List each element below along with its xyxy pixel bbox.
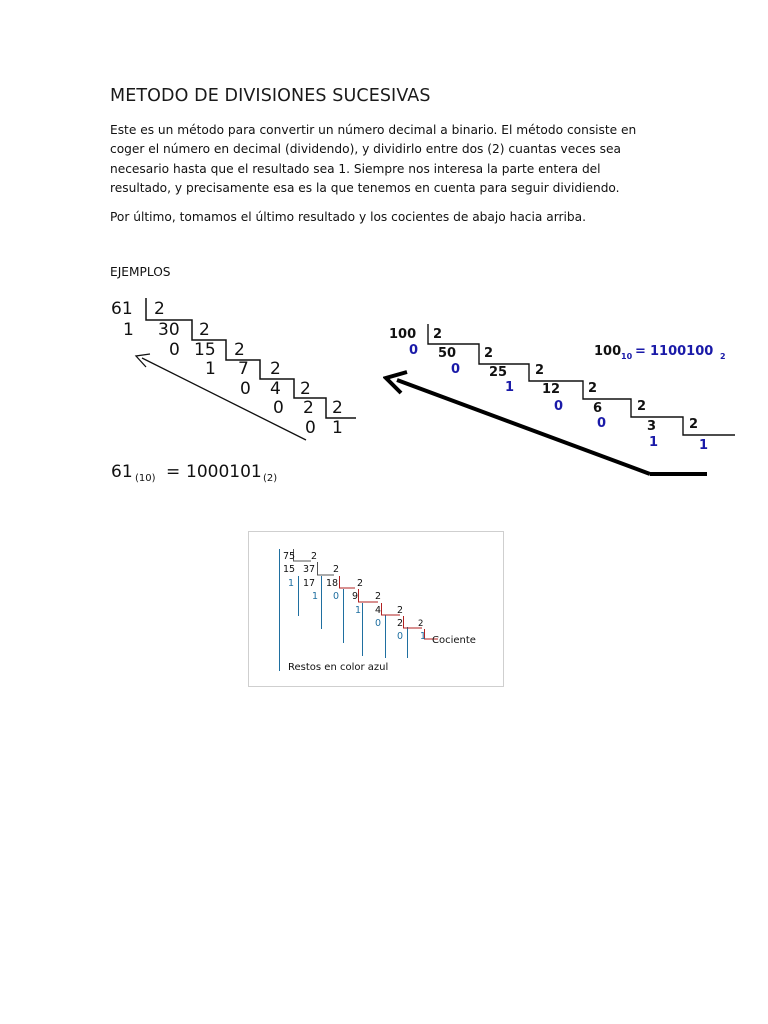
base2-subscript: (2) bbox=[263, 473, 278, 484]
remainder-4: 0 bbox=[240, 379, 251, 399]
quotient: 4 bbox=[375, 605, 382, 616]
quotient-1: 50 bbox=[438, 346, 457, 361]
base2-subscript: 2 bbox=[720, 352, 726, 361]
quotient-2: 15 bbox=[194, 340, 216, 360]
remainder-6: 1 bbox=[649, 435, 659, 450]
remainder-6: 0 bbox=[305, 418, 316, 438]
divisor: 2 bbox=[535, 363, 545, 378]
divisor: 2 bbox=[637, 399, 647, 414]
quotient-2: 25 bbox=[489, 365, 508, 380]
divisor: 2 bbox=[270, 359, 281, 379]
base10-subscript: 10 bbox=[621, 352, 633, 361]
quotient-5: 2 bbox=[303, 398, 314, 418]
divisor: 2 bbox=[311, 551, 318, 562]
dividend-number: 100 bbox=[389, 327, 417, 342]
divisor: 2 bbox=[332, 398, 343, 418]
remainder-1: 0 bbox=[409, 343, 419, 358]
quotient-6: 1 bbox=[332, 418, 343, 438]
example-figure-61 bbox=[108, 290, 358, 488]
quotient: 9 bbox=[352, 591, 359, 602]
quotient-1: 30 bbox=[158, 320, 180, 340]
remainder: 1 bbox=[288, 578, 295, 589]
remainder: 0 bbox=[333, 591, 340, 602]
remainder-3: 1 bbox=[205, 359, 216, 379]
conclusion-paragraph: Por último, tomamos el último resultado y los cocientes de abajo hacia arriba. bbox=[110, 210, 586, 224]
divisor: 2 bbox=[234, 340, 245, 360]
result-binary: 1100100 bbox=[650, 344, 714, 359]
quotient: 37 bbox=[303, 564, 316, 575]
remainder-3: 1 bbox=[505, 380, 515, 395]
remainder-2: 0 bbox=[451, 362, 461, 377]
divisor: 2 bbox=[357, 578, 364, 589]
quotient-4: 4 bbox=[270, 379, 281, 399]
page-title: METODO DE DIVISIONES SUCESIVAS bbox=[110, 86, 431, 106]
quotient-3: 12 bbox=[542, 382, 561, 397]
remainder-5: 0 bbox=[597, 416, 607, 431]
divisor: 2 bbox=[484, 346, 494, 361]
divisor: 2 bbox=[397, 605, 404, 616]
quotient-6: 1 bbox=[699, 438, 709, 453]
quotient: 2 bbox=[397, 618, 404, 629]
quotient-3: 7 bbox=[238, 359, 249, 379]
remainder-1: 1 bbox=[123, 320, 134, 340]
dividend-number: 75 bbox=[283, 551, 296, 562]
dividend-number: 61 bbox=[111, 299, 133, 319]
result-base10: 100 bbox=[594, 344, 622, 359]
result-base10: 61 bbox=[111, 462, 133, 482]
equals-sign: = bbox=[635, 344, 646, 359]
cell: 17 bbox=[303, 578, 316, 589]
quotient-4: 6 bbox=[593, 401, 603, 416]
divisor: 2 bbox=[333, 564, 340, 575]
quotient: 18 bbox=[326, 578, 339, 589]
remainder-2: 0 bbox=[169, 340, 180, 360]
final-quotient: 1 bbox=[420, 631, 427, 642]
divisor: 2 bbox=[418, 619, 424, 629]
remainder-color-label: Restos en color azul bbox=[288, 662, 389, 673]
intro-paragraph: Este es un método para convertir un número decimal a binario. El método consiste en coger el número en decimal (dividendo), y dividirlo entre dos (2) cuantas veces sea necesario hasta que el resultado sea 1. Siempre nos interesa la parte entera del resultado, y precisamente esa es la que tenemos en cuenta para seguir dividiendo. bbox=[110, 123, 637, 196]
divisor: 2 bbox=[375, 591, 382, 602]
equals-sign: = bbox=[166, 462, 181, 482]
remainder: 1 bbox=[355, 605, 362, 616]
example-figure-100 bbox=[383, 318, 739, 483]
examples-heading: EJEMPLOS bbox=[110, 265, 171, 279]
divisor: 2 bbox=[300, 379, 311, 399]
divisor: 2 bbox=[433, 327, 443, 342]
divisor: 2 bbox=[154, 299, 165, 319]
remainder-4: 0 bbox=[554, 399, 564, 414]
result-binary: 1000101 bbox=[186, 462, 262, 482]
remainder-5: 0 bbox=[273, 398, 284, 418]
cell: 15 bbox=[283, 564, 296, 575]
quotient-5: 3 bbox=[647, 419, 657, 434]
remainder: 1 bbox=[312, 591, 319, 602]
base10-subscript: (10) bbox=[135, 473, 156, 484]
read-direction-arrow bbox=[397, 380, 650, 474]
example-figure-75 bbox=[248, 531, 504, 687]
remainder: 0 bbox=[375, 618, 382, 629]
divisor: 2 bbox=[588, 381, 598, 396]
divisor: 2 bbox=[199, 320, 210, 340]
remainder: 0 bbox=[397, 631, 404, 642]
divisor: 2 bbox=[689, 417, 699, 432]
quotient-label: Cociente bbox=[432, 635, 476, 646]
